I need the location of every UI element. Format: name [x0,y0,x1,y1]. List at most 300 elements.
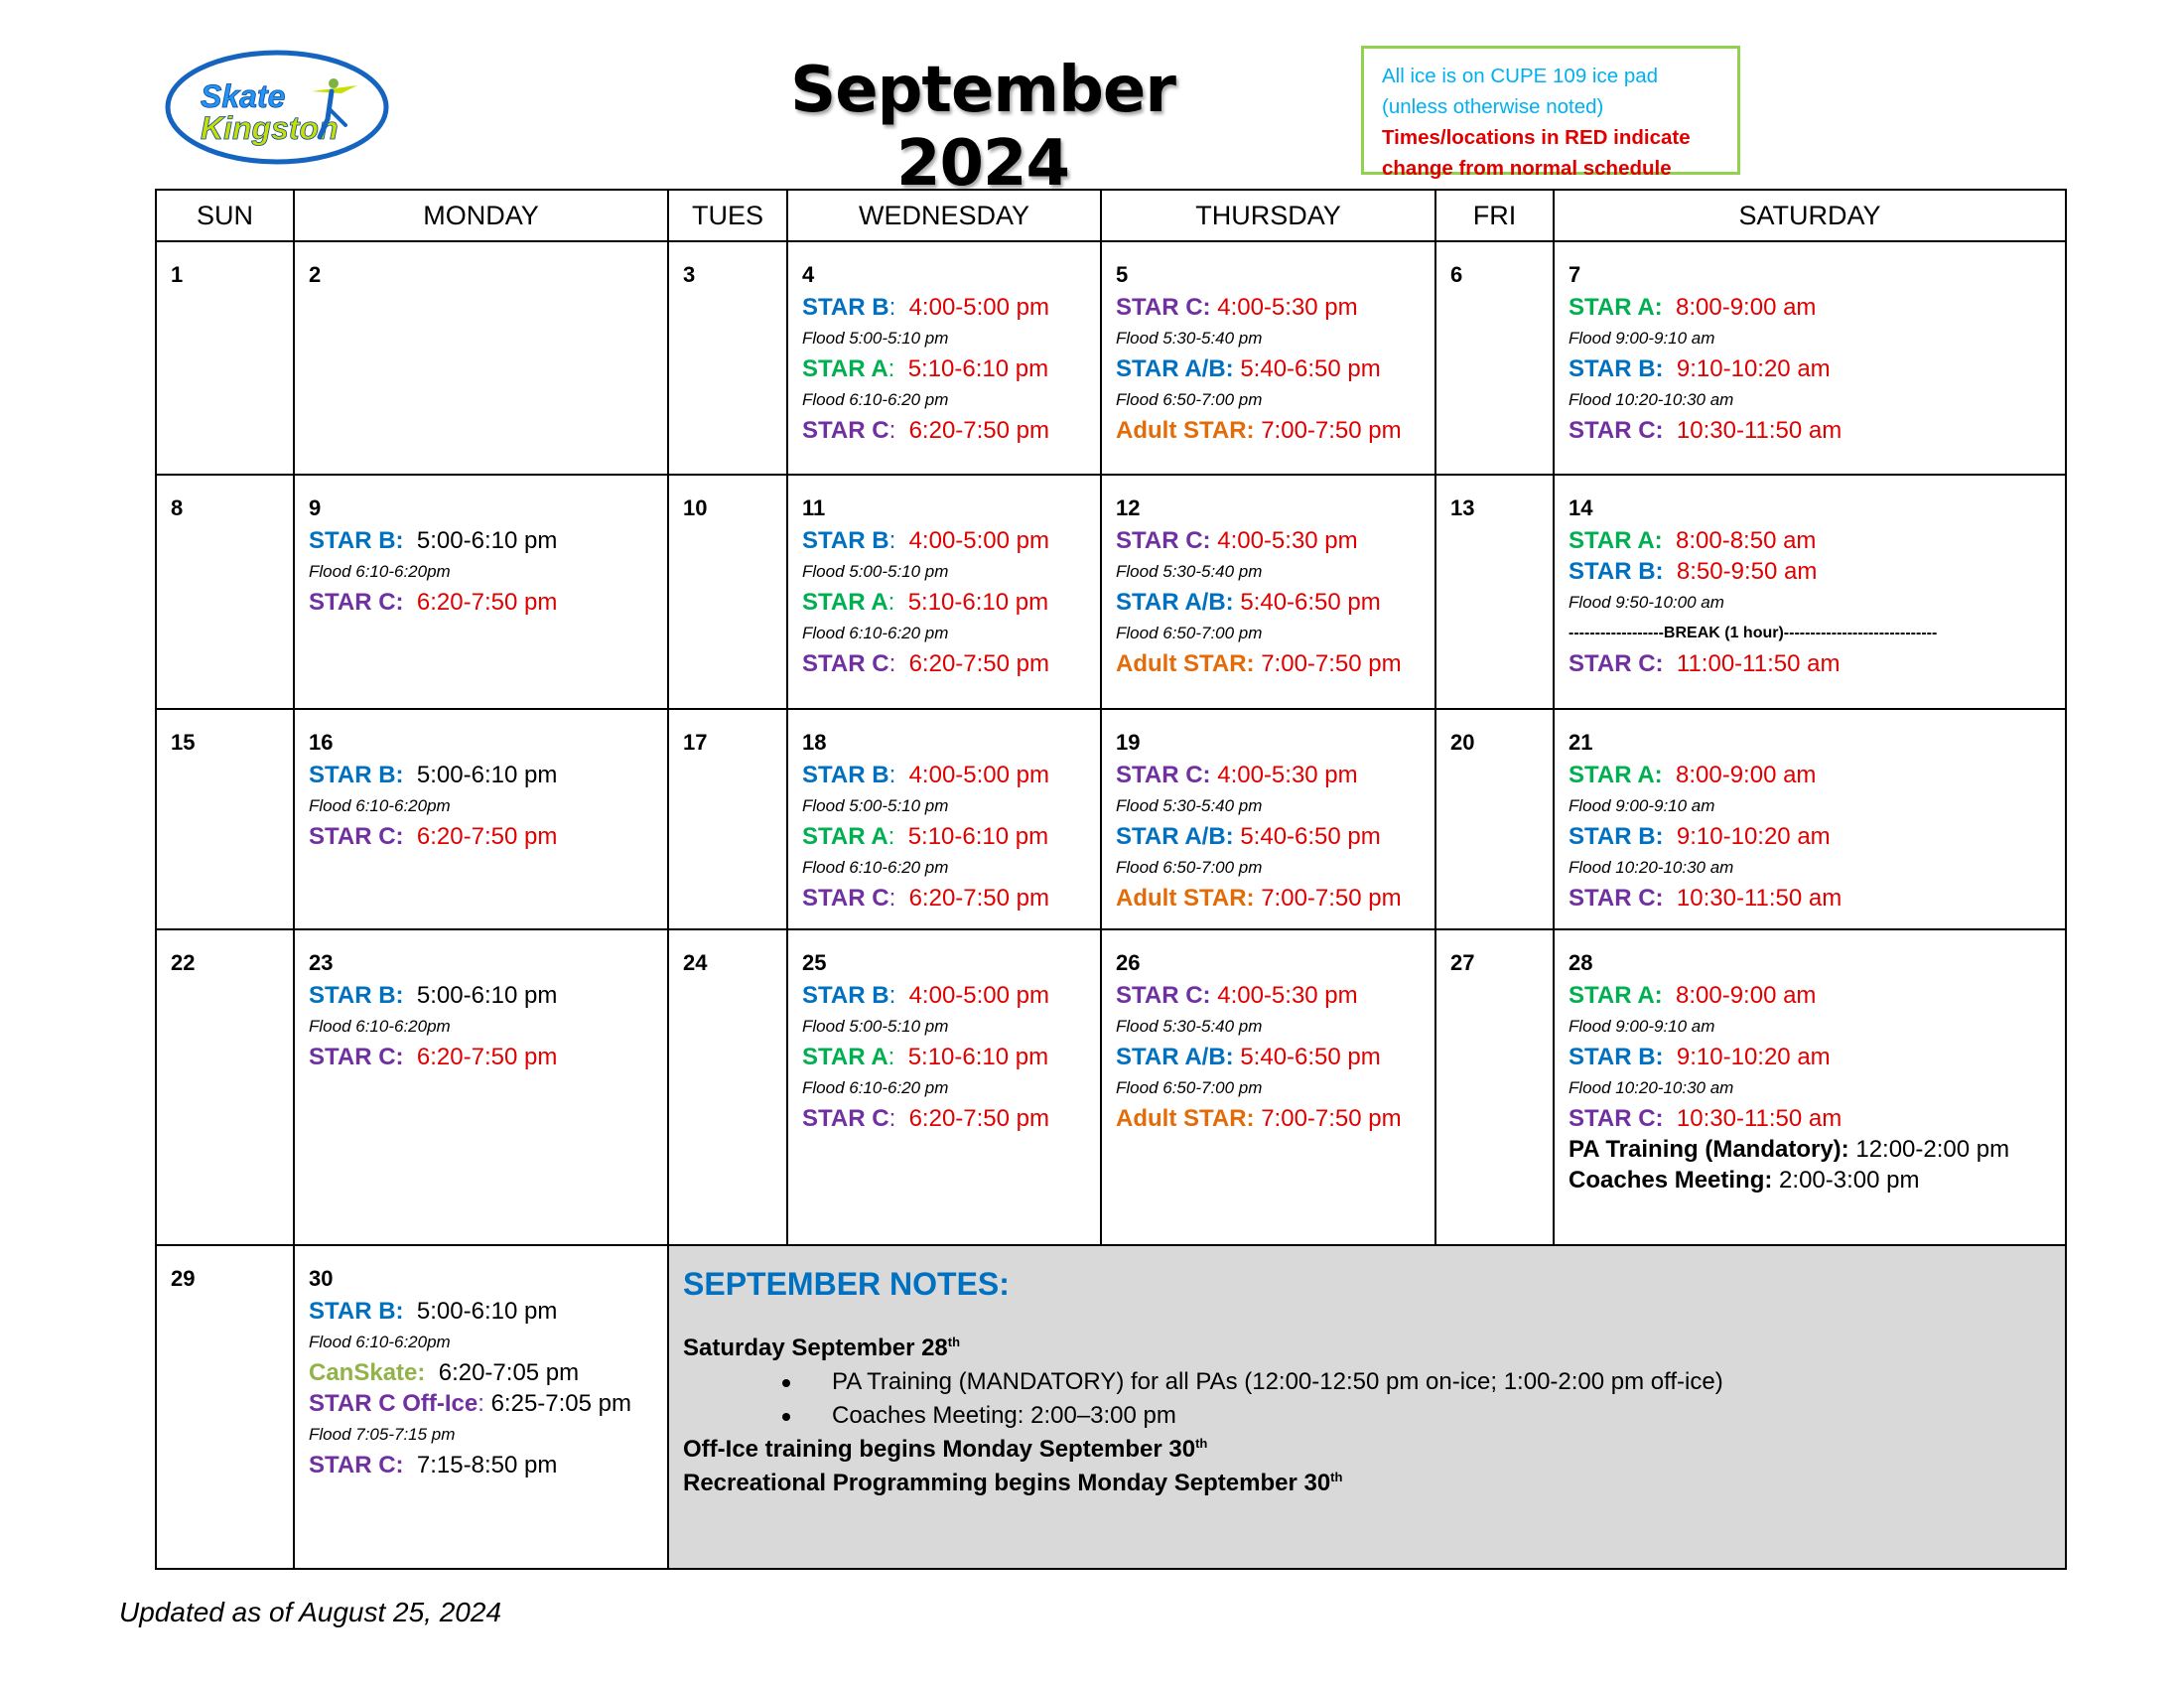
flood-note: Flood 5:00-5:10 pm [802,562,949,581]
day-cell [1435,241,1554,475]
weekday-header-fri: FRI [1435,190,1554,241]
flood-note: Flood 9:00-9:10 am [1569,329,1715,348]
notice-ice-pad: All ice is on CUPE 109 ice pad (unless otherwise noted) [1382,65,1659,118]
session-time: 5:00-6:10 pm [416,1298,558,1325]
session-group-label: STAR C Off-Ice [309,1390,478,1417]
day-cell [787,709,1101,929]
day-cell [787,929,1101,1245]
session-separator: : [478,1390,491,1417]
session-entry [1569,821,2051,852]
day-number: 12 [1116,495,1141,520]
session-separator [404,589,417,616]
session-group-label: STAR C: [1116,982,1211,1009]
skate-kingston-logo [163,48,391,167]
session-time: 5:40-6:50 pm [1240,355,1381,382]
week-row [156,475,2066,709]
session-time: 6:20-7:50 pm [908,417,1049,444]
day-cell [787,241,1101,475]
session-time: 4:00-5:30 pm [1217,982,1358,1009]
session-time: 6:20-7:50 pm [416,823,558,850]
session-time: 7:00-7:50 pm [1261,1105,1402,1132]
session-time: 4:00-5:00 pm [908,294,1049,321]
session-entry [1116,821,1421,852]
notes-title: SEPTEMBER NOTES: [683,1266,1010,1302]
session-entry [1569,1103,2051,1134]
session-entry [802,980,1086,1011]
session-group-label: STAR C: [1569,1105,1664,1132]
session-separator: : [888,885,909,912]
page-title: September 2024 [790,54,1175,201]
day-cell [1554,241,2066,475]
session-entry [309,1450,653,1480]
flood-note: Flood 5:30-5:40 pm [1116,562,1263,581]
day-cell [156,1245,294,1569]
session-group-label: STAR C: [309,1452,404,1478]
session-time: 6:20-7:05 pm [438,1359,580,1386]
day-cell [156,709,294,929]
session-time: 7:00-7:50 pm [1261,650,1402,677]
session-group-label: STAR A/B: [1116,1044,1234,1070]
session-time: 8:00-9:00 am [1676,294,1817,321]
flood-note: Flood 5:30-5:40 pm [1116,1017,1263,1036]
notes-bullet-text: Coaches Meeting: 2:00–3:00 pm [832,1402,1176,1429]
session-entry [1569,415,2051,446]
notes-recreational-text: Recreational Programming begins Monday September 30 [683,1470,1331,1496]
session-entry [802,292,1086,323]
session-entry [1569,1134,2051,1165]
day-number: 10 [683,495,708,520]
notes-bullet [683,1365,2051,1399]
session-time: 12:00-2:00 pm [1855,1136,2010,1163]
session-time: 2:00-3:00 pm [1779,1167,1920,1194]
session-group-label: CanSkate: [309,1359,426,1386]
flood-note: Flood 10:20-10:30 am [1569,1078,1734,1097]
day-number: 29 [171,1266,196,1291]
day-cell [156,475,294,709]
session-group-label: STAR B [802,527,889,554]
notes-heading-text: Saturday September 28 [683,1335,948,1361]
day-cell [668,241,787,475]
session-time: 11:00-11:50 am [1676,650,1841,677]
flood-note: Flood 6:10-6:20pm [309,1333,451,1351]
flood-note: Flood 5:30-5:40 pm [1116,329,1263,348]
flood-note: Flood 6:50-7:00 pm [1116,390,1263,409]
session-time: 5:40-6:50 pm [1240,823,1381,850]
session-group-label: STAR A: [1569,527,1663,554]
session-group-label: STAR B [802,762,889,788]
session-time: 10:30-11:50 am [1676,1105,1843,1132]
session-time: 4:00-5:00 pm [908,527,1049,554]
session-group-label: STAR C [802,650,889,677]
bullet-icon [782,1379,790,1387]
session-entry [802,1103,1086,1134]
session-time: 5:00-6:10 pm [416,982,558,1009]
session-separator [1664,885,1677,912]
session-separator [404,823,417,850]
day-cell [1554,475,2066,709]
session-time: 4:00-5:30 pm [1217,294,1358,321]
weekday-header-monday: MONDAY [294,190,668,241]
day-number: 6 [1450,262,1463,287]
session-group-label: Adult STAR: [1116,885,1255,912]
day-cell [787,475,1101,709]
session-group-label: STAR C: [309,823,404,850]
session-time: 4:00-5:00 pm [908,762,1049,788]
notes-off-ice-text: Off-Ice training begins Monday September 30 [683,1436,1196,1463]
day-cell [294,929,668,1245]
session-separator: : [888,762,909,788]
day-cell [668,475,787,709]
session-entry [309,1357,653,1388]
session-group-label: STAR C: [1569,650,1664,677]
day-number: 27 [1450,950,1475,975]
day-number: 18 [802,730,827,755]
session-group-label: STAR B: [1569,355,1664,382]
day-number: 15 [171,730,196,755]
session-group-label: STAR A/B: [1116,355,1234,382]
session-entry [309,760,653,790]
session-entry [1116,525,1421,556]
flood-note: Flood 7:05-7:15 pm [309,1425,456,1444]
session-entry [309,980,653,1011]
session-time: 5:00-6:10 pm [416,527,558,554]
flood-note: Flood 6:50-7:00 pm [1116,858,1263,877]
session-entry [309,587,653,618]
session-group-label: STAR A [802,589,888,616]
day-number: 1 [171,262,184,287]
flood-note: Flood 5:30-5:40 pm [1116,796,1263,815]
day-number: 3 [683,262,696,287]
day-number: 26 [1116,950,1141,975]
session-group-label: STAR A: [1569,982,1663,1009]
flood-note: Flood 10:20-10:30 am [1569,390,1734,409]
session-group-label: STAR A/B: [1116,823,1234,850]
session-group-label: STAR C [802,1105,889,1132]
session-separator: : [888,294,909,321]
session-time: 5:10-6:10 pm [907,589,1049,616]
session-separator [1663,294,1676,321]
session-separator [1664,823,1677,850]
session-time: 5:10-6:10 pm [907,823,1049,850]
session-entry [1116,980,1421,1011]
session-group-label: Adult STAR: [1116,1105,1255,1132]
session-time: 9:10-10:20 am [1676,1044,1831,1070]
session-entry [1116,1042,1421,1072]
session-group-label: STAR A [802,355,888,382]
weekday-header-wednesday: WEDNESDAY [787,190,1101,241]
session-entry [1116,883,1421,914]
bullet-icon [782,1413,790,1421]
session-time: 6:20-7:50 pm [416,589,558,616]
day-cell [1101,241,1435,475]
weekday-header-sun: SUN [156,190,294,241]
session-entry [802,648,1086,679]
flood-note: Flood 10:20-10:30 am [1569,858,1734,877]
session-group-label: Adult STAR: [1116,417,1255,444]
session-separator [404,1452,417,1478]
session-separator [1664,1105,1677,1132]
day-number: 17 [683,730,708,755]
day-cell [1435,709,1554,929]
session-group-label: STAR C: [309,1044,404,1070]
session-time: 4:00-5:00 pm [908,982,1049,1009]
session-group-label: Coaches Meeting: [1569,1167,1773,1194]
session-entry [1569,292,2051,323]
session-entry [802,1042,1086,1072]
session-group-label: STAR B: [309,762,404,788]
day-cell [156,241,294,475]
day-cell [1435,929,1554,1245]
session-group-label: STAR C: [1116,527,1211,554]
session-group-label: STAR C [802,417,889,444]
session-separator [404,982,417,1009]
session-time: 5:10-6:10 pm [907,355,1049,382]
session-group-label: STAR B [802,294,889,321]
session-separator [425,1359,438,1386]
day-number: 5 [1116,262,1129,287]
session-separator [404,1044,417,1070]
session-group-label: STAR B: [1569,823,1664,850]
session-separator: : [887,355,908,382]
day-number: 14 [1569,495,1593,520]
session-separator [1663,527,1676,554]
notes-recreational-line [683,1467,2051,1500]
session-time: 10:30-11:50 am [1676,417,1843,444]
flood-note: Flood 6:50-7:00 pm [1116,624,1263,642]
session-entry [1116,1103,1421,1134]
break-note: ------------------BREAK (1 hour)----------------------------- [1569,625,1938,641]
day-cell [294,241,668,475]
session-separator: : [887,589,908,616]
session-group-label: STAR B: [309,1298,404,1325]
updated-date: Updated as of August 25, 2024 [119,1597,502,1627]
session-group-label: STAR C: [309,589,404,616]
session-entry [309,1296,653,1327]
flood-note: Flood 6:10-6:20 pm [802,390,949,409]
day-number: 21 [1569,730,1593,755]
session-separator [404,1298,417,1325]
session-time: 5:10-6:10 pm [907,1044,1049,1070]
session-entry [1116,587,1421,618]
session-separator: : [887,823,908,850]
session-group-label: STAR B: [309,982,404,1009]
day-number: 7 [1569,262,1581,287]
session-entry [309,821,653,852]
session-time: 9:10-10:20 am [1676,355,1831,382]
flood-note: Flood 5:00-5:10 pm [802,1017,949,1036]
session-group-label: STAR A/B: [1116,589,1234,616]
session-entry [1569,883,2051,914]
day-cell [668,929,787,1245]
session-separator: : [888,417,909,444]
session-time: 6:20-7:50 pm [908,650,1049,677]
session-group-label: STAR C: [1569,417,1664,444]
flood-note: Flood 6:10-6:20pm [309,562,451,581]
session-separator: : [888,650,909,677]
session-group-label: STAR B: [309,527,404,554]
session-entry [1569,648,2051,679]
session-time: 7:00-7:50 pm [1261,885,1402,912]
session-group-label: STAR A: [1569,762,1663,788]
session-group-label: STAR C: [1116,294,1211,321]
session-separator: : [888,527,909,554]
session-time: 6:20-7:50 pm [908,885,1049,912]
session-group-label: PA Training (Mandatory): [1569,1136,1849,1163]
session-separator [404,527,417,554]
session-time: 7:15-8:50 pm [416,1452,558,1478]
notes-heading-sept-28 [683,1332,2051,1365]
day-number: 25 [802,950,827,975]
notes-bullet [683,1399,2051,1433]
session-group-label: STAR A [802,823,888,850]
session-group-label: STAR B: [1569,1044,1664,1070]
session-group-label: STAR C [802,885,889,912]
session-time: 6:25-7:05 pm [490,1390,631,1417]
flood-note: Flood 5:00-5:10 pm [802,796,949,815]
ordinal-suffix: th [1330,1470,1343,1484]
session-time: 5:40-6:50 pm [1240,589,1381,616]
week-row [156,241,2066,475]
session-entry [1569,1042,2051,1072]
session-entry [1116,353,1421,384]
session-entry [802,821,1086,852]
session-time: 5:40-6:50 pm [1240,1044,1381,1070]
flood-note: Flood 6:10-6:20 pm [802,858,949,877]
calendar-grid [155,189,2067,1570]
day-cell [1101,709,1435,929]
day-cell [1101,929,1435,1245]
week-row [156,1245,2066,1569]
flood-note: Flood 6:50-7:00 pm [1116,1078,1263,1097]
session-entry [802,760,1086,790]
session-entry [802,415,1086,446]
weekday-header-saturday: SATURDAY [1554,190,2066,241]
session-time: 8:50-9:50 am [1676,558,1818,585]
week-row [156,709,2066,929]
flood-note: Flood 9:00-9:10 am [1569,796,1715,815]
session-separator [1664,558,1677,585]
session-entry [802,525,1086,556]
session-group-label: STAR B: [1569,558,1664,585]
session-separator [1664,1044,1677,1070]
session-entry [1569,1165,2051,1196]
flood-note: Flood 6:10-6:20 pm [802,624,949,642]
day-number: 19 [1116,730,1141,755]
flood-note: Flood 9:50-10:00 am [1569,593,1724,612]
session-group-label: STAR A: [1569,294,1663,321]
day-cell [1101,475,1435,709]
session-entry [1569,760,2051,790]
day-cell [668,709,787,929]
session-entry [802,883,1086,914]
session-entry [309,525,653,556]
day-number: 11 [802,495,826,520]
session-separator [1663,762,1676,788]
ordinal-suffix: th [1195,1436,1208,1451]
weekday-header-thursday: THURSDAY [1101,190,1435,241]
session-group-label: Adult STAR: [1116,650,1255,677]
session-separator [1664,355,1677,382]
day-cell [156,929,294,1245]
session-separator: : [888,1105,909,1132]
flood-note: Flood 5:00-5:10 pm [802,329,949,348]
session-time: 10:30-11:50 am [1676,885,1843,912]
session-group-label: STAR C: [1569,885,1664,912]
session-entry [802,353,1086,384]
week-row [156,929,2066,1245]
session-time: 8:00-9:00 am [1676,982,1817,1009]
session-time: 9:10-10:20 am [1676,823,1831,850]
logo-word-1: Skate [201,78,286,114]
day-cell [294,709,668,929]
flood-note: Flood 9:00-9:10 am [1569,1017,1715,1036]
session-group-label: STAR A [802,1044,888,1070]
session-separator: : [887,1044,908,1070]
day-number: 4 [802,262,815,287]
session-time: 6:20-7:50 pm [908,1105,1049,1132]
day-cell [294,475,668,709]
session-separator [1664,417,1677,444]
schedule-notice [1361,46,1740,180]
session-time: 4:00-5:30 pm [1217,762,1358,788]
session-entry [1116,292,1421,323]
notice-red-changes: Times/locations in RED indicate change from normal schedule [1382,126,1691,180]
session-separator [404,762,417,788]
september-notes-panel [668,1245,2066,1569]
flood-note: Flood 6:10-6:20 pm [802,1078,949,1097]
notes-bullet-text: PA Training (MANDATORY) for all PAs (12:00-12:50 pm on-ice; 1:00-2:00 pm off-ice) [832,1368,1723,1395]
day-number: 16 [309,730,334,755]
session-entry [1116,648,1421,679]
day-number: 30 [309,1266,334,1291]
session-time: 5:00-6:10 pm [416,762,558,788]
day-cell [1554,709,2066,929]
flood-note: Flood 6:10-6:20pm [309,796,451,815]
day-cell [294,1245,668,1569]
session-entry [1116,415,1421,446]
session-entry [309,1388,653,1419]
day-cell [1554,929,2066,1245]
session-time: 8:00-9:00 am [1676,762,1817,788]
day-number: 13 [1450,495,1475,520]
session-time: 8:00-8:50 am [1676,527,1817,554]
day-number: 2 [309,262,322,287]
ordinal-suffix: th [947,1335,961,1349]
session-time: 6:20-7:50 pm [416,1044,558,1070]
logo-word-2: Kingston [201,110,339,146]
day-number: 20 [1450,730,1475,755]
session-group-label: STAR C: [1116,762,1211,788]
day-number: 23 [309,950,334,975]
session-entry [1569,525,2051,556]
day-number: 24 [683,950,708,975]
session-time: 4:00-5:30 pm [1217,527,1358,554]
session-time: 7:00-7:50 pm [1261,417,1402,444]
session-entry [309,1042,653,1072]
session-separator: : [888,982,909,1009]
day-cell [1435,475,1554,709]
session-entry [1116,760,1421,790]
notes-off-ice-line [683,1433,2051,1467]
day-number: 8 [171,495,184,520]
session-entry [1569,556,2051,587]
session-separator [1664,650,1677,677]
session-entry [1569,353,2051,384]
session-entry [1569,980,2051,1011]
weekday-header-row [156,190,2066,241]
session-group-label: STAR B [802,982,889,1009]
weekday-header-tues: TUES [668,190,787,241]
